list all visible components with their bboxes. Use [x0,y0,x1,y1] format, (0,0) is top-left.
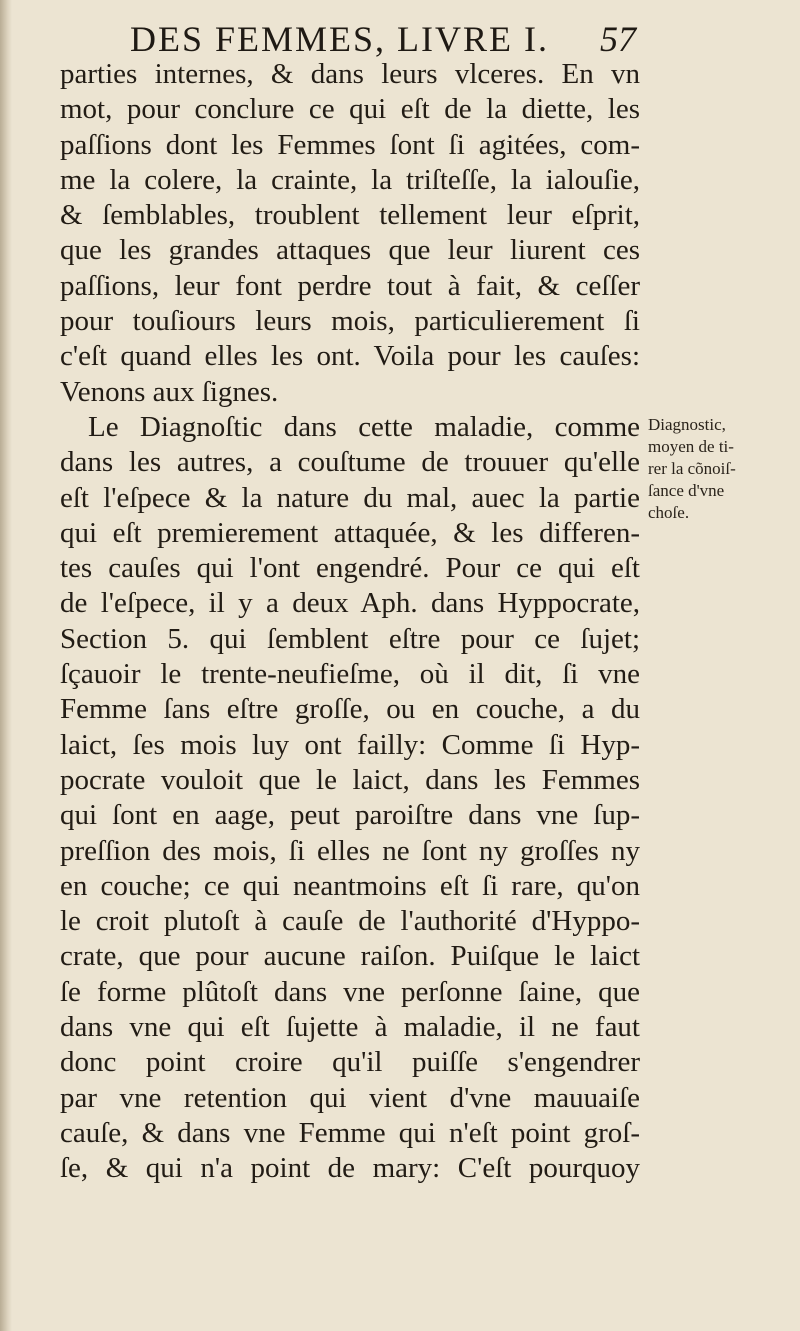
margin-note-line-4: ſance d'vne [648,481,725,500]
text-line-1: parties internes, & dans leurs vlceres. En vn [60,58,640,90]
margin-note-line-1: Diagnostic, [648,415,726,434]
text-line-20: laict, ſes mois luy ont failly: Comme ſi Hyp- [60,728,640,761]
text-line-6: que les grandes attaques que leur liurent ces [60,234,640,267]
text-line-10: Venons aux ſignes. [60,375,279,408]
text-line-17: Section 5. qui ſemblent eſtre pour ce ſujet; [60,622,640,655]
text-line-8: pour touſiours leurs mois, particulierement ſi [60,305,640,338]
text-line-19: Femme ſans eſtre groſſe, ou en couche, a du [60,693,640,726]
running-head [60,18,660,62]
text-line-27: ſe forme plûtoſt dans vne perſonne ſaine, que [60,975,640,1008]
margin-note-line-5: choſe. [648,503,690,522]
margin-note-line-2: moyen de ti- [648,437,734,456]
text-line-25: le croit plutoſt à cauſe de l'authorité d'Hyppo- [60,905,640,938]
text-line-30: par vne retention qui vient d'vne mauuaiſe [60,1081,640,1114]
text-line-32: ſe, & qui n'a point de mary: C'eſt pourquoy [60,1152,640,1185]
running-title: DES FEMMES, LIVRE I. [130,19,550,59]
text-line-18: ſçauoir le trente-neufieſme, où il dit, ſi vne [60,658,640,691]
page-binding-edge [0,0,12,1331]
text-line-16: de l'eſpece, il y a deux Aph. dans Hyppocrate, [60,587,640,620]
margin-note [648,414,788,524]
text-line-23: preſſion des mois, ſi elles ne ſont ny groſſes ny [60,834,640,867]
body-text [60,57,640,1187]
text-line-15: tes cauſes qui l'ont engendré. Pour ce qui eſt [60,552,640,585]
text-line-31: cauſe, & dans vne Femme qui n'eſt point groſ- [60,1116,640,1149]
text-line-9: c'eſt quand elles les ont. Voila pour les cauſes: [60,340,640,373]
text-line-7: paſſions, leur font perdre tout à fait, & ceſſer [60,269,640,302]
text-line-14: qui eſt premierement attaquée, & les differen- [60,516,640,549]
text-line-3: paſſions dont les Femmes ſont ſi agitées, com- [60,128,640,161]
page-number: 57 [600,19,636,59]
text-line-4: me la colere, la crainte, la triſteſſe, la ialouſie, [60,163,640,196]
text-line-2: mot, pour conclure ce qui eſt de la diette, les [60,93,640,126]
text-line-28: dans vne qui eſt ſujette à maladie, il ne faut [60,1011,640,1044]
margin-note-line-3: rer la cõnoiſ- [648,459,736,478]
text-line-26: crate, que pour aucune raiſon. Puiſque le laict [60,940,640,973]
text-line-22: qui ſont en aage, peut paroiſtre dans vne ſup- [60,799,640,832]
text-line-12: dans les autres, a couſtume de trouuer qu'elle [60,446,640,479]
text-line-13: eſt l'eſpece & la nature du mal, auec la partie [60,481,640,514]
text-line-11: Le Diagnoſtic dans cette maladie, comme [88,410,640,443]
text-line-29: donc point croire qu'il puiſſe s'engendrer [60,1046,640,1079]
text-line-5: & ſemblables, troublent tellement leur eſprit, [60,199,640,232]
text-line-24: en couche; ce qui neantmoins eſt ſi rare, qu'on [60,869,640,902]
text-line-21: pocrate vouloit que le laict, dans les Femmes [60,763,640,796]
